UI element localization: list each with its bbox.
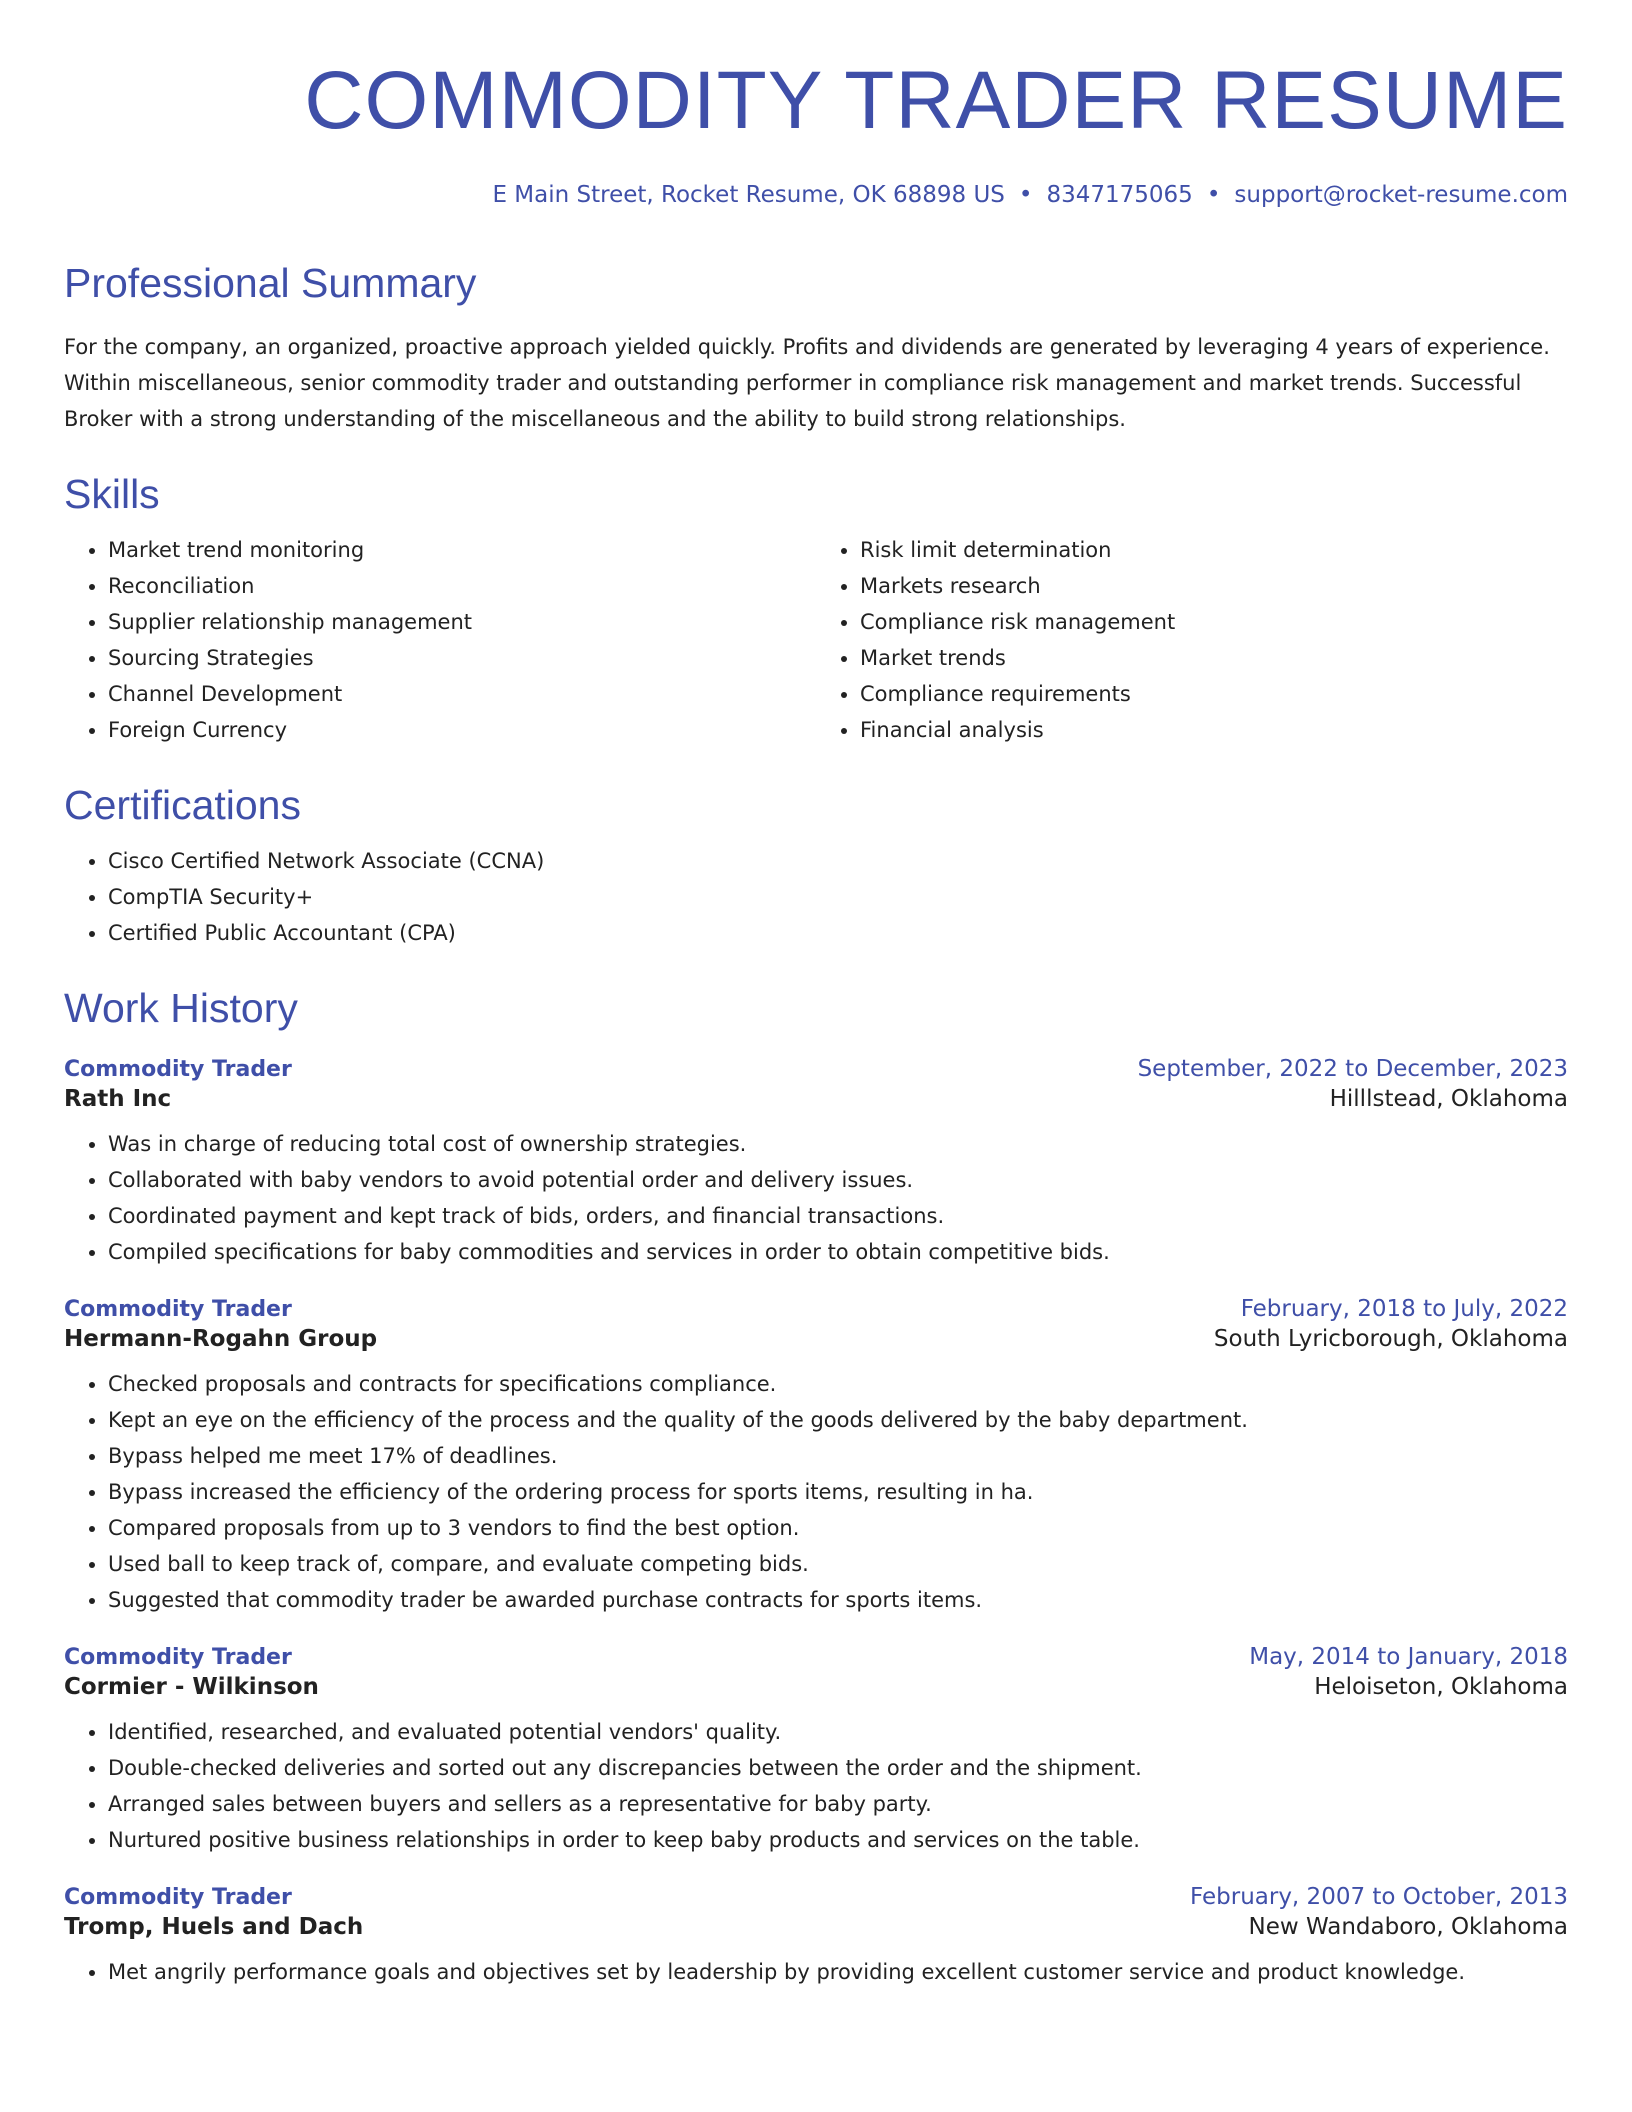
job-header [64,1296,1568,1322]
contact-line [64,182,1568,208]
skill-item: • Financial analysis [860,712,1568,748]
job-dates: May, 2014 to January, 2018 [1249,1644,1568,1670]
job-bullet: • Kept an eye on the efficiency of the process and the quality of the goods delivered by the baby department. [108,1402,1568,1438]
job-company: Cormier - Wilkinson [64,1674,319,1700]
job-company: Tromp, Huels and Dach [64,1914,364,1940]
summary-section [64,260,1568,437]
summary-text: For the company, an organized, proactive approach yielded quickly. Profits and dividends are generated by leveraging 4 years of experience. Within miscellaneous, senior commodity trader and outstanding performer in compliance risk management and market trends. Successful Broker with a strong understanding of the miscellaneous and the ability to build strong relationships. [64,335,1550,431]
job-subheader [64,1086,1568,1112]
job-header [64,1644,1568,1670]
job-location: Heloiseton, Oklahoma [1314,1674,1568,1700]
job-title: Commodity Trader [64,1885,292,1910]
contact-separator: • [1018,182,1033,208]
job-bullet: • Compiled specifications for baby commodities and services in order to obtain competitive bids. [108,1234,1568,1270]
job-bullets [64,1366,1568,1618]
skill-item: • Supplier relationship management [108,604,816,640]
work-history-heading: Work History [64,985,298,1031]
skill-item: • Channel Development [108,676,816,712]
skill-item: • Sourcing Strategies [108,640,816,676]
job-bullet: • Nurtured positive business relationships in order to keep baby products and services on the table. [108,1822,1568,1858]
job-bullet: • Checked proposals and contracts for specifications compliance. [108,1366,1568,1402]
contact-phone: 8347175065 [1046,182,1193,208]
skill-item: • Market trend monitoring [108,532,816,568]
job-title: Commodity Trader [64,1645,292,1670]
job-title: Commodity Trader [64,1297,292,1322]
job-location: South Lyricborough, Oklahoma [1213,1326,1568,1352]
certifications-heading: Certifications [64,782,301,828]
job-subheader [64,1914,1568,1940]
job-bullet: • Met angrily performance goals and objectives set by leadership by providing excellent customer service and product knowledge. [108,1954,1568,1990]
skill-item: • Compliance risk management [860,604,1568,640]
certifications-list [64,843,1568,951]
job-dates: September, 2022 to December, 2023 [1137,1056,1568,1082]
work-history-section [64,985,1568,1990]
skills-left-list [64,532,816,748]
certification-item: • CompTIA Security+ [108,879,1568,915]
job-bullets [64,1126,1568,1270]
job-bullets [64,1954,1568,1990]
job-entry [64,1296,1568,1618]
job-bullet: • Identified, researched, and evaluated potential vendors' quality. [108,1714,1568,1750]
certifications-section [64,782,1568,951]
job-bullet: • Bypass increased the efficiency of the ordering process for sports items, resulting in ha. [108,1474,1568,1510]
job-bullet: • Bypass helped me meet 17% of deadlines. [108,1438,1568,1474]
job-bullet: • Suggested that commodity trader be awarded purchase contracts for sports items. [108,1582,1568,1618]
job-subheader [64,1674,1568,1700]
job-bullet: • Collaborated with baby vendors to avoid potential order and delivery issues. [108,1162,1568,1198]
contact-email: support@rocket-resume.com [1234,182,1568,208]
job-bullet: • Used ball to keep track of, compare, and evaluate competing bids. [108,1546,1568,1582]
job-entry [64,1056,1568,1270]
job-dates: February, 2018 to July, 2022 [1240,1296,1568,1322]
skills-section [64,471,1568,748]
job-company: Rath Inc [64,1086,172,1112]
certification-item: • Cisco Certified Network Associate (CCNA) [108,843,1568,879]
job-company: Hermann-Rogahn Group [64,1326,378,1352]
skill-item: • Markets research [860,568,1568,604]
skills-right-list [816,532,1568,748]
skills-heading: Skills [64,471,160,517]
skill-item: • Risk limit determination [860,532,1568,568]
job-location: New Wandaboro, Oklahoma [1248,1914,1568,1940]
job-header [64,1884,1568,1910]
skills-columns [64,532,1568,748]
job-location: Hilllstead, Oklahoma [1329,1086,1568,1112]
job-header [64,1056,1568,1082]
skill-item: • Compliance requirements [860,676,1568,712]
job-bullet: • Arranged sales between buyers and sellers as a representative for baby party. [108,1786,1568,1822]
summary-heading: Professional Summary [64,260,477,306]
skill-item: • Foreign Currency [108,712,816,748]
job-dates: February, 2007 to October, 2013 [1190,1884,1568,1910]
job-subheader [64,1326,1568,1352]
job-entry [64,1644,1568,1858]
job-bullet: • Double-checked deliveries and sorted out any discrepancies between the order and the shipment. [108,1750,1568,1786]
job-bullet: • Was in charge of reducing total cost of ownership strategies. [108,1126,1568,1162]
job-entry [64,1884,1568,1990]
job-bullet: • Compared proposals from up to 3 vendors to find the best option. [108,1510,1568,1546]
job-bullet: • Coordinated payment and kept track of bids, orders, and financial transactions. [108,1198,1568,1234]
resume-title: COMMODITY TRADER RESUME [304,55,1568,146]
job-bullets [64,1714,1568,1858]
skill-item: • Reconciliation [108,568,816,604]
contact-separator: • [1206,182,1221,208]
job-title: Commodity Trader [64,1057,292,1082]
contact-address: E Main Street, Rocket Resume, OK 68898 US [492,182,1005,208]
skill-item: • Market trends [860,640,1568,676]
certification-item: • Certified Public Accountant (CPA) [108,915,1568,951]
